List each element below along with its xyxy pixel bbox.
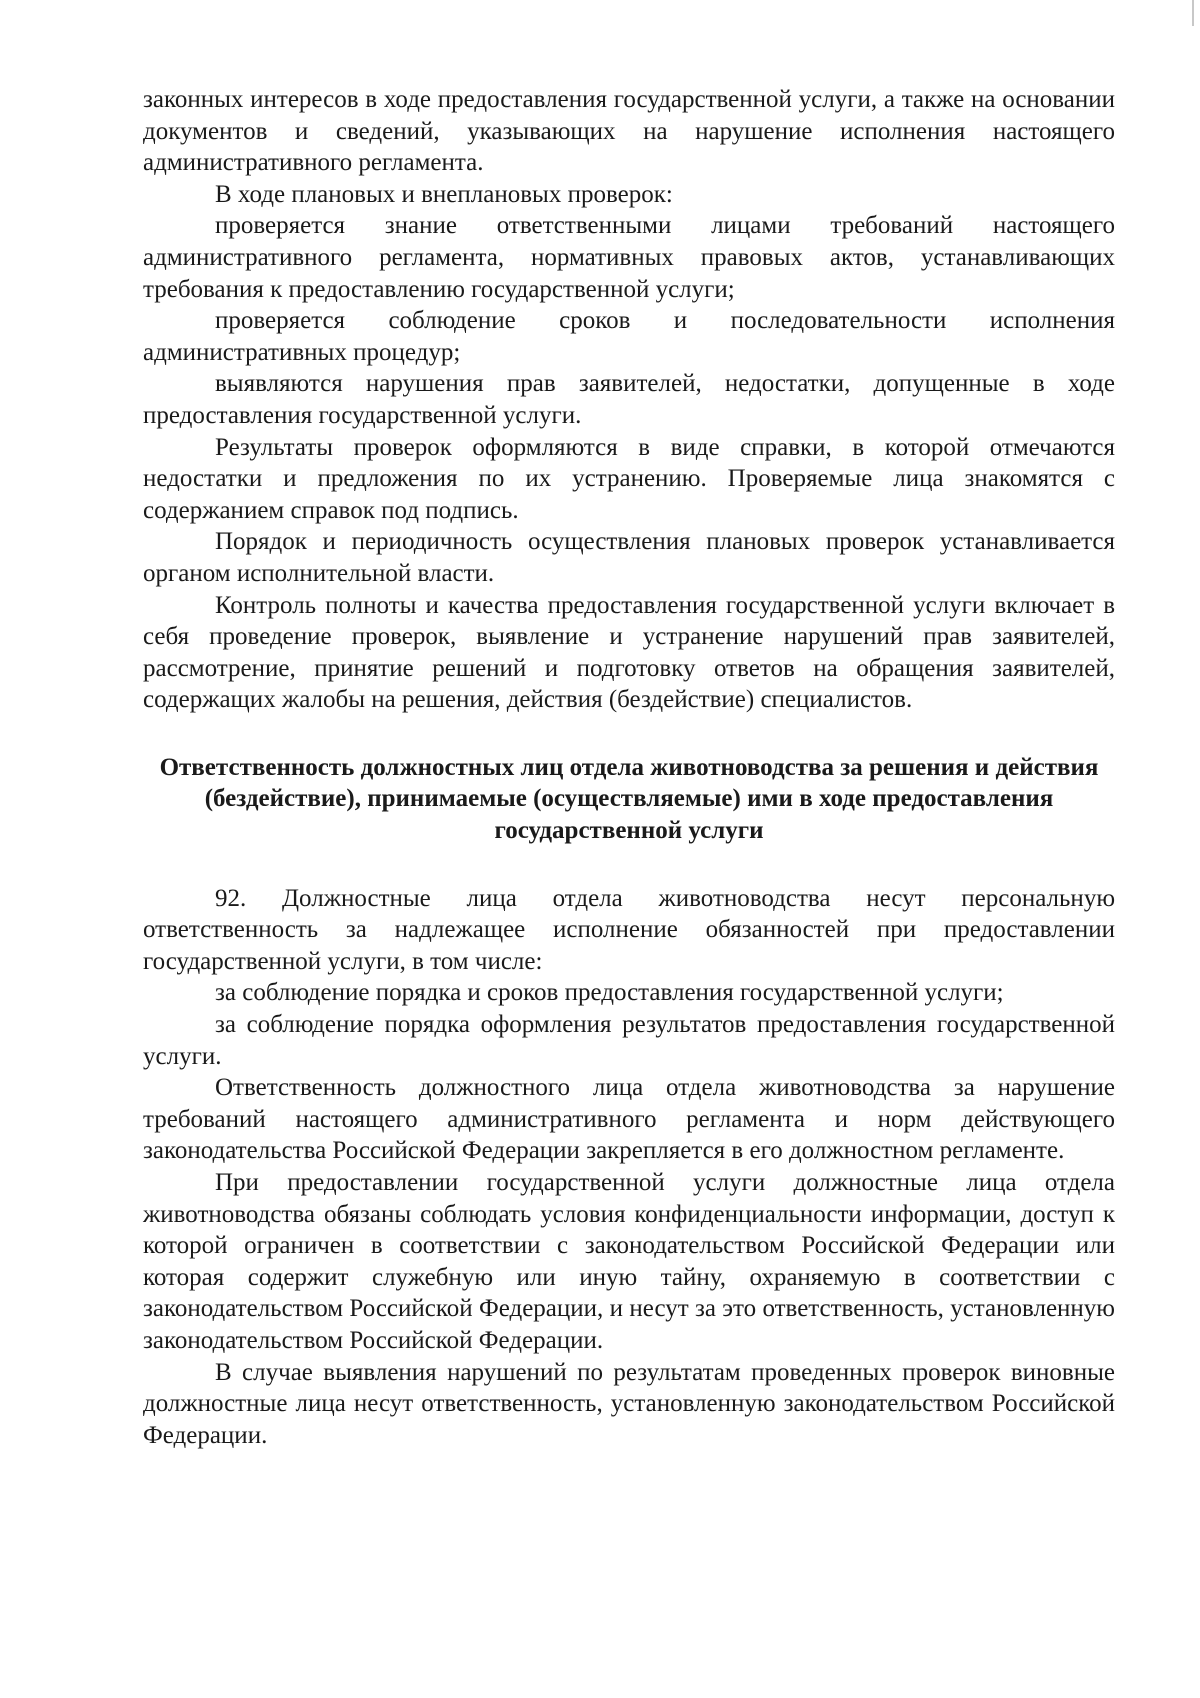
paragraph-inspection-frequency: Порядок и периодичность осуществления плановых проверок устанавливается органом исполнительной власти. (143, 528, 1115, 587)
scan-edge-mark (1192, 0, 1194, 26)
paragraph-deadline-check: проверяется соблюдение сроков и последовательности исполнения административных процедур; (143, 307, 1115, 366)
paragraph-results-formalization: за соблюдение порядка оформления результатов предоставления государственной услуги. (143, 1011, 1115, 1070)
paragraph-violations-found: выявляются нарушения прав заявителей, недостатки, допущенные в ходе предоставления государственной услуги. (143, 370, 1115, 429)
paragraph-continuation: законных интересов в ходе предоставления государственной услуги, а также на основании документов и сведений, указывающих на нарушение исполнения настоящего административного регламента. (143, 86, 1115, 177)
paragraph-knowledge-check: проверяется знание ответственными лицами требований настоящего административного регламента, нормативных правовых актов, устанавливающих требования к предоставлению государственной услуги; (143, 212, 1115, 303)
paragraph-inspection-results: Результаты проверок оформляются в виде справки, в которой отмечаются недостатки и предложения по их устранению. Проверяемые лица знакомятся с содержанием справок под подпись. (143, 433, 1115, 524)
paragraph-quality-control: Контроль полноты и качества предоставления государственной услуги включает в себя проведение проверок, выявление и устранение нарушений прав заявителей, рассмотрение, принятие решений и подготовку ответов на обращения заявителей, содержащих жалобы на решения, действия (бездействие) специалистов. (143, 591, 1115, 714)
paragraph-official-liability: Ответственность должностного лица отдела животноводства за нарушение требований настоящего административного регламента и норм действующего законодательства Российской Федерации закрепляется в его должностном регламенте. (143, 1074, 1115, 1165)
paragraph-violations-liability: В случае выявления нарушений по результатам проведенных проверок виновные должностные лица несут ответственность, установленную законодательством Российской Федерации. (143, 1358, 1115, 1449)
document-body (143, 84, 1115, 1451)
paragraph-order-and-deadlines: за соблюдение порядка и сроков предоставления государственной услуги; (215, 979, 1004, 1007)
section-heading: Ответственность должностных лиц отдела животноводства за решения и действия (бездействие), принимаемые (осуществляемые) ими в ходе предоставления государственной услуги (159, 753, 1099, 845)
paragraph-92-responsibility: 92. Должностные лица отдела животноводства несут персональную ответственность за надлежащее исполнение обязанностей при предоставлении государственной услуги, в том числе: (143, 884, 1115, 975)
paragraph-inspections-intro: В ходе плановых и внеплановых проверок: (215, 180, 673, 208)
paragraph-confidentiality: При предоставлении государственной услуги должностные лица отдела животноводства обязаны соблюдать условия конфиденциальности информации, доступ к которой ограничен в соответствии с законодательством Российской Федерации или которая содержит служебную или иную тайну, охраняемую в соответствии с законодательством Российской Федерации, и несут за это ответственность, установленную законодательством Российской Федерации. (143, 1169, 1115, 1354)
